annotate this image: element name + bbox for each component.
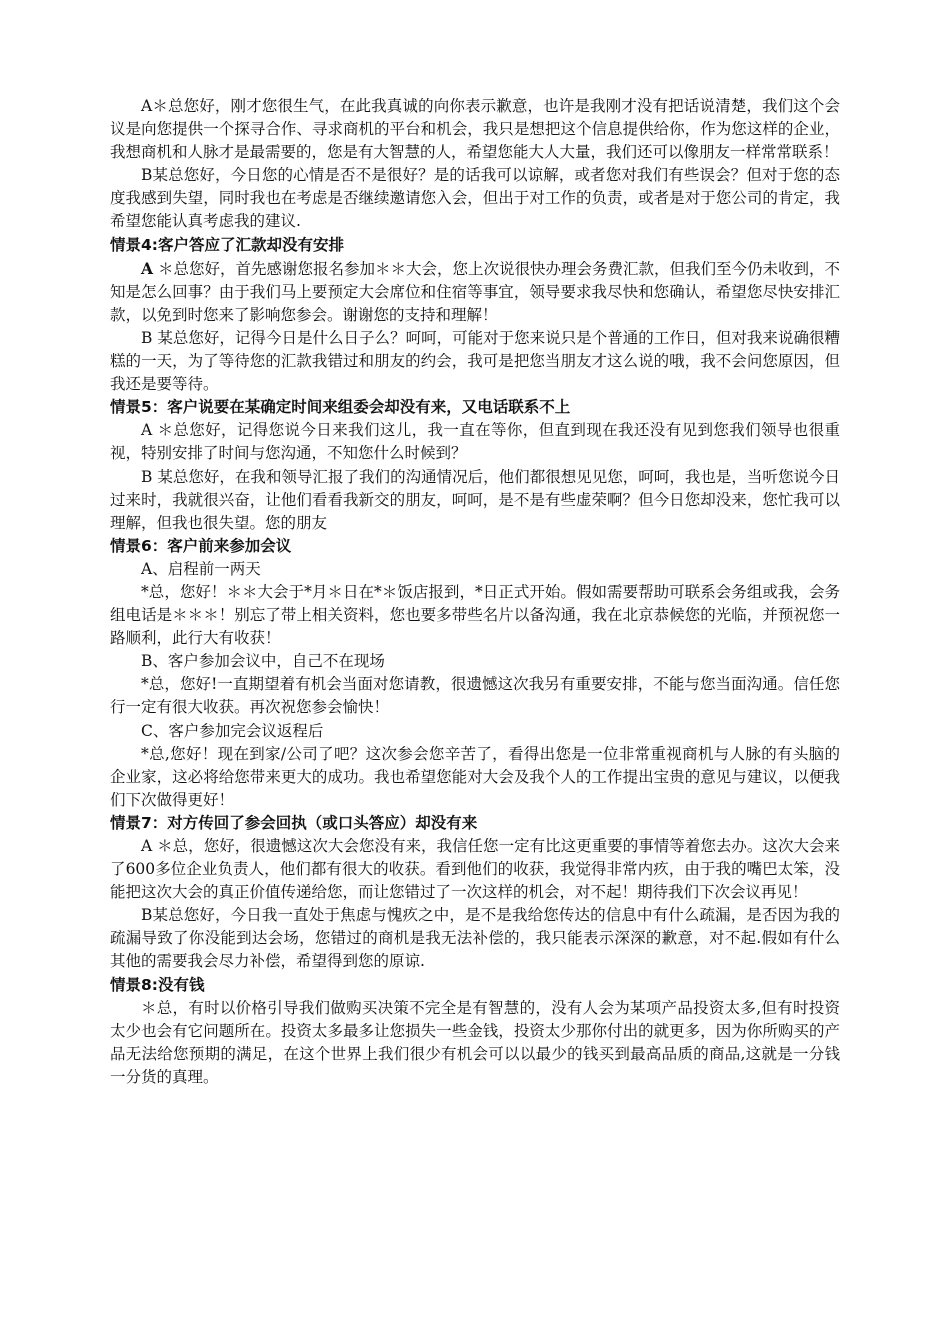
para-4a-lead: A: [141, 258, 154, 278]
para-6c-label: C、客户参加完会议返程后: [141, 721, 324, 740]
para-6b: *总，您好!一直期望着有机会当面对您请教，很遗憾这次我另有重要安排，不能与您当面沟通。信任您行一定有很大收获。再次祝您参会愉快！: [110, 675, 840, 717]
para-a-apology: A＊总您好，刚才您很生气，在此我真诚的向你表示歉意，也许是我刚才没有把话说清楚，我们这个会议是向您提供一个探寻合作、寻求商机的平台和机会，我只是想把这个信息提供给你，作为您这样的企业，我想商机和人脉才是最需要的，您是有大智慧的人，希望您能大人大量，我们还可以像朋友一样常常联系！: [110, 97, 840, 162]
heading-scenario-8: 情景8:没有钱: [110, 975, 205, 994]
heading-scenario-6: 情景6：客户前来参加会议: [110, 536, 292, 555]
para-4a: [110, 257, 840, 327]
para-7a: A ＊总，您好，很遗憾这次大会您没有来，我信任您一定有比这更重要的事情等着您去办。这次大会来了600多位企业负责人，他们都有很大的收获。看到他们的收获，我觉得非常内疚，由于我的嘴巴太笨，没能把这次大会的真正价值传递给您，而让您错过了一次这样的机会，对不起！期待我们下次会议再见！: [110, 837, 840, 902]
para-6c: *总,您好！现在到家/公司了吧？这次参会您辛苦了，看得出您是一位非常重视商机与人脉的有头脑的企业家，这必将给您带来更大的成功。我也希望您能对大会及我个人的工作提出宝贵的意见与建议，以便我们下次做得更好！: [110, 744, 840, 809]
para-8: ＊总，有时以价格引导我们做购买决策不完全是有智慧的，没有人会为某项产品投资太多,但有时投资太少也会有它问题所在。投资太多最多让您损失一些金钱，投资太少那你付出的就更多，因为你所购买的产品无法给您预期的满足，在这个世界上我们很少有机会可以以最少的钱买到最高品质的商品,这就是一分钱一分货的真理。: [110, 998, 840, 1086]
heading-scenario-4: 情景4:客户答应了汇款却没有安排: [110, 235, 344, 254]
para-4a-body: ＊总您好，首先感谢您报名参加＊＊大会，您上次说很快办理会务费汇款，但我们至今仍未收到，不知是怎么回事？由于我们马上要预定大会席位和住宿等事宜，领导要求我尽快和您确认，希望您尽快安排汇款，以免到时您来了影响您参会。谢谢您的支持和理解！: [110, 259, 840, 324]
heading-scenario-5: 情景5：客户说要在某确定时间来组委会却没有来，又电话联系不上: [110, 398, 571, 417]
para-6b-label: B、客户参加会议中，自己不在现场: [141, 652, 385, 671]
para-5a: A ＊总您好，记得您说今日来我们这儿，我一直在等你，但直到现在我还没有见到您我们领导也很重视，特别安排了时间与您沟通，不知您什么时候到？: [110, 421, 840, 463]
heading-scenario-7: 情景7：对方传回了参会回执（或口头答应）却没有来: [110, 813, 478, 832]
para-7b: B某总您好，今日我一直处于焦虑与愧疚之中，是不是我给您传达的信息中有什么疏漏，是否因为我的疏漏导致了你没能到达会场，您错过的商机是我无法补偿的，我只能表示深深的歉意，对不起.假如有什么其他的需要我会尽力补偿，希望得到您的原谅.: [110, 906, 840, 971]
para-6a-label: A、启程前一两天: [141, 559, 261, 578]
para-b-mood: B某总您好，今日您的心情是否不是很好？是的话我可以谅解，或者您对我们有些误会？但对于您的态度我感到失望，同时我也在考虑是否继续邀请您入会，但出于对工作的负责，或者是对于您公司的肯定，我希望您能认真考虑我的建议.: [110, 166, 840, 231]
para-4b: B 某总您好，记得今日是什么日子么？呵呵，可能对于您来说只是个普通的工作日，但对我来说确很糟糕的一天，为了等待您的汇款我错过和朋友的约会，我可是把您当朋友才这么说的哦，我不会问您原因，但我还是要等待。: [110, 328, 840, 394]
para-6a: *总，您好！＊＊大会于*月＊日在*＊饭店报到，*日正式开始。假如需要帮助可联系会务组或我，会务组电话是＊＊＊！别忘了带上相关资料，您也要多带些名片以备沟通，我在北京恭候您的光临，并预祝您一路顺利，此行大有收获！: [110, 582, 840, 648]
para-5b: B 某总您好，在我和领导汇报了我们的沟通情况后，他们都很想见见您，呵呵，我也是，当听您说今日过来时，我就很兴奋，让他们看看我新交的朋友，呵呵，是不是有些虚荣啊？但今日您却没来，您忙我可以理解，但我也很失望。您的朋友: [110, 467, 840, 532]
